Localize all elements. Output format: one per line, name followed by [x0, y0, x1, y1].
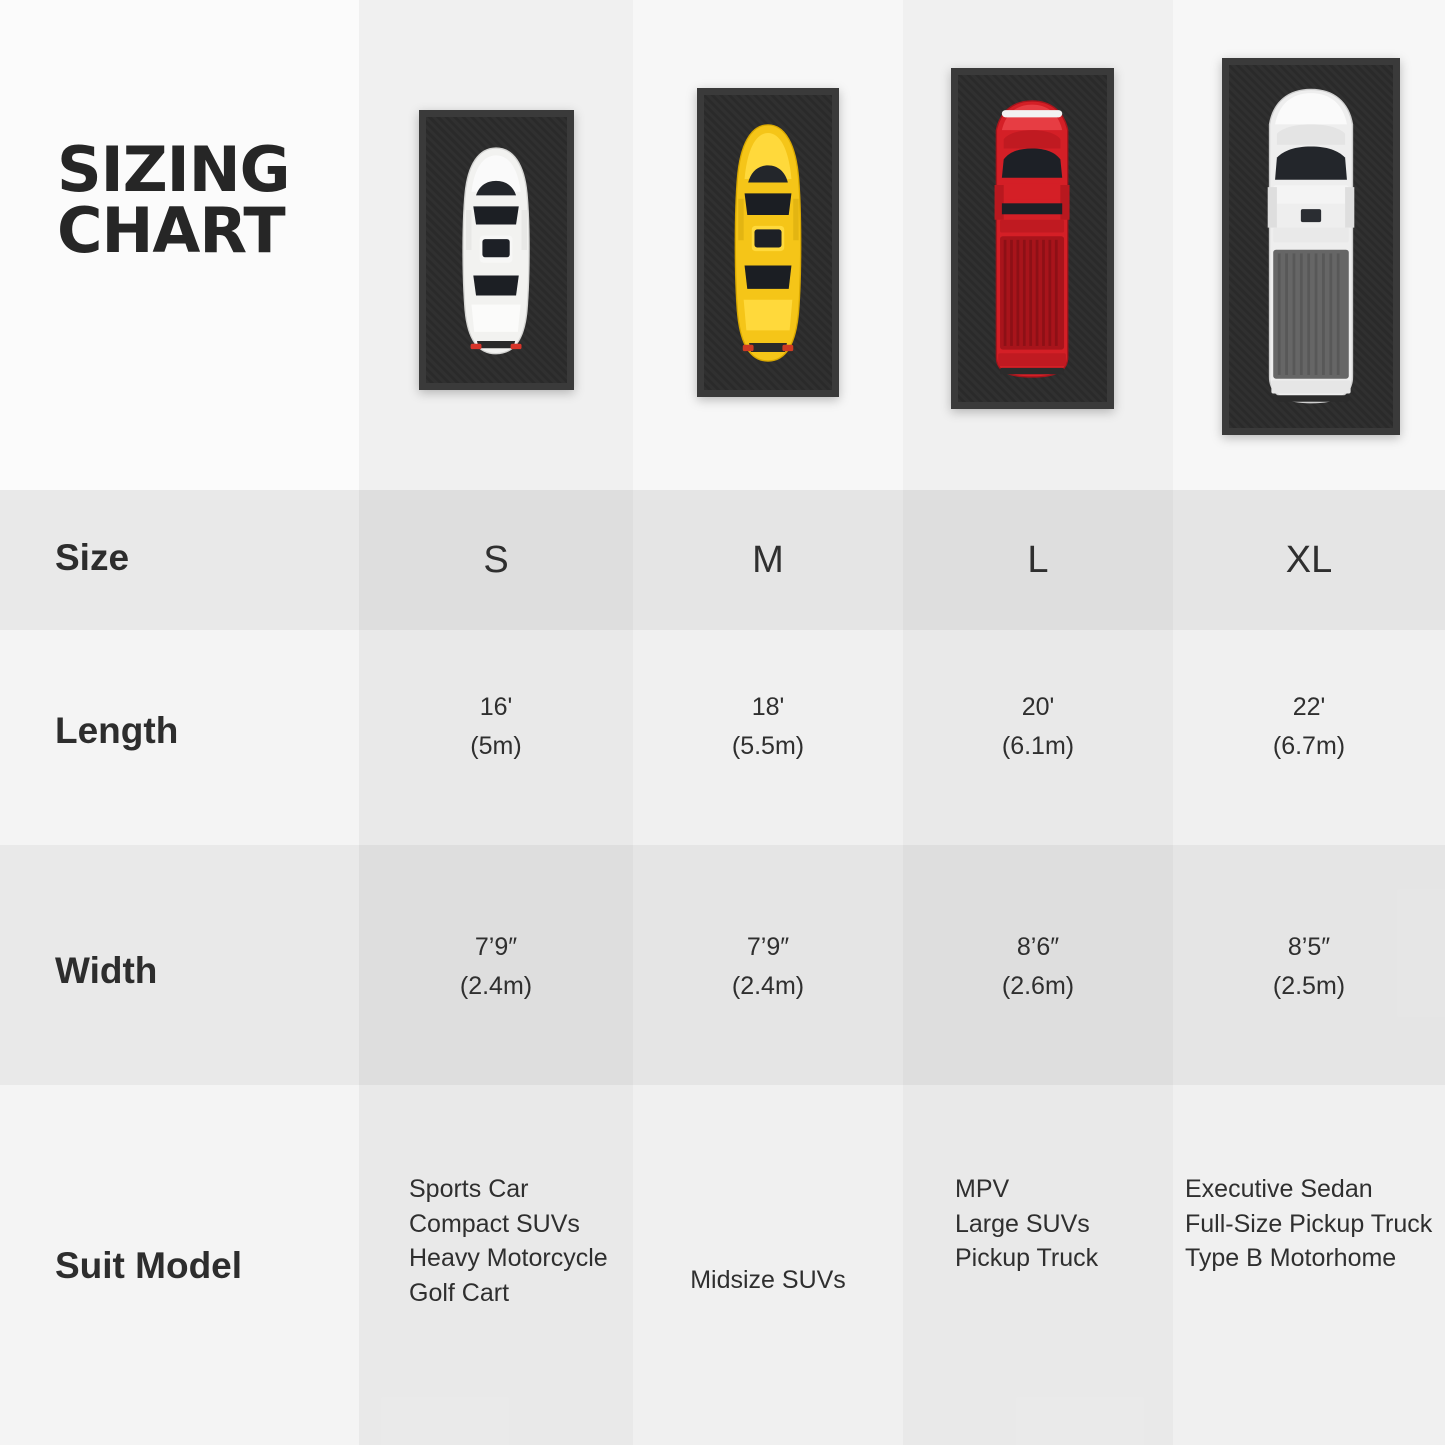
cell-length-s-m: (5m)	[470, 731, 522, 760]
suit-model-l-item-1: MPV	[955, 1175, 1010, 1203]
cell-width-xl	[1173, 928, 1445, 1006]
cell-width-l-m: (2.6m)	[1001, 971, 1075, 1000]
cell-length-xl-ft: 22'	[1292, 693, 1326, 721]
suit-model-s-item-1: Sports Car	[409, 1175, 529, 1203]
car-top-view-m-icon	[704, 95, 832, 390]
cell-width-s-m: (2.4m)	[459, 971, 533, 1000]
cell-size-l: L	[1027, 539, 1049, 581]
vehicle-panel-l	[951, 68, 1114, 409]
vehicle-panel-s	[419, 110, 574, 390]
suit-model-m-item-1: Midsize SUVs	[690, 1266, 846, 1294]
cell-length-m-ft: 18'	[751, 693, 785, 721]
cell-width-s	[359, 928, 633, 1006]
cell-width-xl-m: (2.5m)	[1272, 971, 1346, 1000]
vehicle-panel-xl	[1222, 58, 1400, 435]
cell-width-s-ft: 7’9″	[474, 933, 518, 961]
cell-length-l-ft: 20'	[1021, 693, 1055, 721]
cell-length-xl-m: (6.7m)	[1272, 731, 1346, 760]
cell-width-m	[633, 928, 903, 1006]
cell-suit-model-s	[359, 1172, 633, 1310]
title-line-1: SIZING	[57, 133, 290, 206]
cell-length-m	[633, 688, 903, 766]
cell-width-l-ft: 8’6″	[1016, 933, 1060, 961]
cell-suit-model-l	[903, 1172, 1173, 1276]
cell-length-l-m: (6.1m)	[1001, 731, 1075, 760]
truck-top-view-xl-icon	[1229, 65, 1393, 428]
suit-model-xl-item-2: Full-Size Pickup Truck	[1185, 1209, 1433, 1238]
car-top-view-s-icon	[426, 117, 567, 383]
vehicle-panel-m	[697, 88, 839, 397]
cell-length-s	[359, 688, 633, 766]
page-title	[57, 133, 357, 267]
row-label-size: Size	[55, 537, 130, 578]
cell-size-s: S	[483, 539, 509, 581]
suit-model-s-item-2: Compact SUVs	[409, 1209, 580, 1238]
cell-length-m-m: (5.5m)	[731, 731, 805, 760]
suit-model-s-item-3: Heavy Motorcycle	[409, 1244, 608, 1272]
suit-model-xl-item-1: Executive Sedan	[1185, 1175, 1373, 1203]
cell-width-m-ft: 7’9″	[746, 933, 790, 961]
cell-width-l	[903, 928, 1173, 1006]
cell-length-s-ft: 16'	[479, 693, 513, 721]
cell-width-m-m: (2.4m)	[731, 971, 805, 1000]
cell-suit-model-m	[633, 1263, 903, 1298]
cell-length-xl	[1173, 688, 1445, 766]
truck-top-view-l-icon	[958, 75, 1107, 402]
suit-model-xl-item-3: Type B Motorhome	[1185, 1244, 1397, 1272]
row-label-length: Length	[55, 710, 179, 751]
cell-width-xl-ft: 8’5″	[1287, 933, 1331, 961]
cell-suit-model-xl	[1173, 1172, 1445, 1276]
suit-model-l-item-2: Large SUVs	[955, 1209, 1090, 1238]
row-label-suit-model: Suit Model	[55, 1245, 243, 1286]
cell-size-m: M	[752, 539, 784, 581]
row-label-width: Width	[55, 950, 158, 991]
cell-length-l	[903, 688, 1173, 766]
cell-size-xl: XL	[1285, 539, 1333, 581]
suit-model-l-item-3: Pickup Truck	[955, 1244, 1099, 1272]
title-line-2: CHART	[57, 193, 285, 267]
suit-model-s-item-4: Golf Cart	[409, 1278, 510, 1307]
